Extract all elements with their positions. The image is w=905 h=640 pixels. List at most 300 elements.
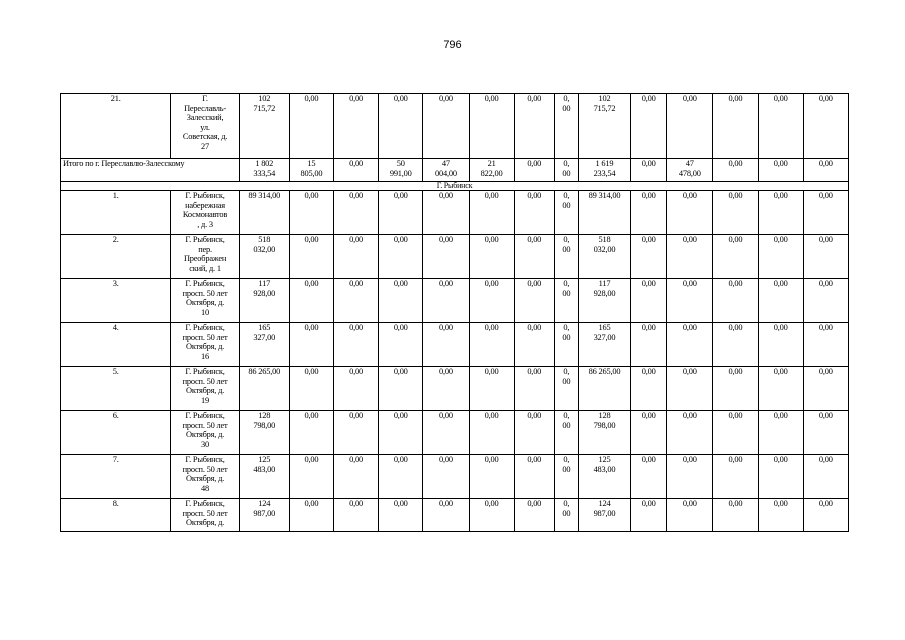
- address-line: Октября, д.: [186, 474, 225, 484]
- table-row: [61, 191, 849, 235]
- value-cell: [578, 94, 630, 159]
- address-cell: [171, 455, 239, 499]
- cell-value: 0,: [563, 323, 570, 332]
- cell-value: 00: [562, 200, 571, 210]
- address-cell: [171, 411, 239, 455]
- value-cell: [667, 235, 713, 279]
- cell-value: 0,00: [818, 499, 833, 508]
- cell-value: 478,00: [678, 168, 701, 178]
- cell-value: 0,00: [349, 235, 364, 244]
- value-cell: [239, 367, 289, 411]
- section-title-cell: [61, 182, 849, 191]
- address-line: просп. 50 лет: [182, 376, 228, 386]
- cell-value: 0,00: [484, 455, 499, 464]
- cell-value: 333,54: [253, 168, 276, 178]
- cell-value: 0,00: [393, 191, 408, 200]
- value-cell: [803, 455, 848, 499]
- table-row: [61, 279, 849, 323]
- value-cell: [514, 235, 554, 279]
- value-cell: [713, 235, 758, 279]
- cell-value: 0,00: [393, 367, 408, 376]
- address-line: Октября, д.: [186, 342, 225, 352]
- value-cell: [803, 499, 848, 532]
- table-row: [61, 367, 849, 411]
- cell-value: 327,00: [593, 332, 616, 342]
- value-cell: [758, 367, 803, 411]
- cell-value: 0,00: [641, 323, 656, 332]
- value-cell: [667, 323, 713, 367]
- cell-value: 0,00: [818, 159, 833, 168]
- value-cell: [667, 367, 713, 411]
- cell-value: 0,00: [728, 191, 743, 200]
- cell-value: 47: [685, 159, 694, 168]
- cell-value: 0,00: [682, 411, 697, 420]
- table-row: [61, 499, 849, 532]
- address-line: 30: [201, 439, 210, 449]
- value-cell: [667, 159, 713, 182]
- cell-value: 483,00: [593, 464, 616, 474]
- cell-value: 0,00: [349, 499, 364, 508]
- address-cell: [171, 367, 239, 411]
- cell-value: 00: [562, 332, 571, 342]
- value-cell: [289, 191, 333, 235]
- table-row: [61, 235, 849, 279]
- cell-value: 0,00: [438, 499, 453, 508]
- address-line: Г. Рыбинск,: [185, 279, 225, 288]
- value-cell: [514, 455, 554, 499]
- address-cell: [171, 499, 239, 532]
- value-cell: [379, 411, 423, 455]
- value-cell: [379, 279, 423, 323]
- row-number-cell: [61, 323, 171, 367]
- cell-value: 0,00: [818, 235, 833, 244]
- address-line: Г. Рыбинск,: [185, 235, 225, 244]
- value-cell: [758, 323, 803, 367]
- cell-value: 128: [598, 411, 611, 420]
- address-cell: [171, 94, 239, 159]
- cell-value: 124: [598, 499, 611, 508]
- value-cell: [334, 455, 379, 499]
- value-cell: [578, 235, 630, 279]
- cell-value: 0,: [563, 191, 570, 200]
- value-cell: [423, 367, 469, 411]
- cell-value: 0,00: [484, 411, 499, 420]
- cell-value: 0,00: [773, 235, 788, 244]
- cell-value: 50: [396, 159, 405, 168]
- value-cell: [423, 323, 469, 367]
- financing-table: [60, 93, 849, 532]
- value-cell: [631, 159, 667, 182]
- value-cell: [758, 235, 803, 279]
- address-line: Октября, д.: [186, 518, 225, 528]
- address-line: Г.: [202, 94, 208, 103]
- value-cell: [239, 191, 289, 235]
- value-cell: [289, 455, 333, 499]
- cell-value: 0,00: [728, 94, 743, 103]
- cell-value: 86 265,00: [248, 367, 281, 376]
- value-cell: [334, 235, 379, 279]
- row-number: 5.: [112, 367, 119, 376]
- cell-value: 0,00: [641, 235, 656, 244]
- value-cell: [758, 411, 803, 455]
- cell-value: 032,00: [253, 244, 276, 254]
- cell-value: 117: [598, 279, 611, 288]
- cell-value: 032,00: [593, 244, 616, 254]
- address-cell: [171, 235, 239, 279]
- table-row: [61, 411, 849, 455]
- address-line: 10: [201, 307, 210, 317]
- cell-value: 165: [258, 323, 271, 332]
- cell-value: 0,00: [349, 159, 364, 168]
- value-cell: [379, 235, 423, 279]
- cell-value: 0,00: [773, 455, 788, 464]
- value-cell: [713, 411, 758, 455]
- address-line: Г. Рыбинск,: [185, 499, 225, 508]
- cell-value: 0,00: [527, 323, 542, 332]
- cell-value: 0,00: [484, 279, 499, 288]
- cell-value: 0,00: [682, 279, 697, 288]
- cell-value: 0,00: [728, 411, 743, 420]
- value-cell: [631, 94, 667, 159]
- value-cell: [239, 499, 289, 532]
- cell-value: 0,: [563, 94, 570, 103]
- cell-value: 0,00: [818, 279, 833, 288]
- cell-value: 00: [562, 168, 571, 178]
- cell-value: 0,00: [349, 455, 364, 464]
- cell-value: 0,00: [682, 191, 697, 200]
- value-cell: [578, 455, 630, 499]
- value-cell: [554, 94, 578, 159]
- value-cell: [554, 279, 578, 323]
- table-row: [61, 94, 849, 159]
- cell-value: 0,00: [641, 159, 656, 168]
- cell-value: 0,00: [728, 159, 743, 168]
- cell-value: 0,00: [682, 235, 697, 244]
- value-cell: [514, 94, 554, 159]
- value-cell: [758, 279, 803, 323]
- address-line: ул.: [200, 122, 210, 132]
- value-cell: [554, 499, 578, 532]
- value-cell: [578, 499, 630, 532]
- cell-value: 0,00: [484, 191, 499, 200]
- cell-value: 991,00: [389, 168, 412, 178]
- address-line: Октября, д.: [186, 430, 225, 440]
- cell-value: 0,00: [484, 323, 499, 332]
- cell-value: 483,00: [253, 464, 276, 474]
- cell-value: 0,00: [682, 323, 697, 332]
- value-cell: [423, 191, 469, 235]
- cell-value: 0,00: [641, 499, 656, 508]
- cell-value: 0,00: [393, 94, 408, 103]
- address-line: просп. 50 лет: [182, 508, 228, 518]
- address-line: просп. 50 лет: [182, 420, 228, 430]
- value-cell: [469, 367, 514, 411]
- value-cell: [631, 455, 667, 499]
- row-number: 2.: [112, 235, 119, 244]
- value-cell: [667, 499, 713, 532]
- row-number: 6.: [112, 411, 119, 420]
- cell-value: 21: [487, 159, 496, 168]
- cell-value: 00: [562, 464, 571, 474]
- value-cell: [289, 94, 333, 159]
- value-cell: [803, 367, 848, 411]
- cell-value: 86 265,00: [588, 367, 621, 376]
- value-cell: [289, 279, 333, 323]
- address-line: 19: [201, 395, 210, 405]
- row-number-cell: [61, 455, 171, 499]
- row-number-cell: [61, 94, 171, 159]
- cell-value: 0,00: [304, 279, 319, 288]
- row-number-cell: [61, 367, 171, 411]
- cell-value: 0,00: [438, 279, 453, 288]
- cell-value: 0,00: [527, 94, 542, 103]
- value-cell: [469, 235, 514, 279]
- cell-value: 0,00: [728, 499, 743, 508]
- value-cell: [289, 159, 333, 182]
- cell-value: 0,: [563, 159, 570, 168]
- cell-value: 125: [598, 455, 611, 464]
- address-line: Г. Рыбинск,: [185, 323, 225, 332]
- cell-value: 89 314,00: [588, 191, 621, 200]
- value-cell: [803, 323, 848, 367]
- cell-value: 0,00: [438, 411, 453, 420]
- value-cell: [631, 323, 667, 367]
- address-line: Залесский,: [186, 113, 224, 123]
- cell-value: 518: [598, 235, 611, 244]
- cell-value: 0,: [563, 411, 570, 420]
- value-cell: [803, 411, 848, 455]
- cell-value: 928,00: [593, 288, 616, 298]
- cell-value: 15: [307, 159, 316, 168]
- address-line: 27: [201, 141, 210, 151]
- value-cell: [554, 323, 578, 367]
- value-cell: [423, 279, 469, 323]
- value-cell: [514, 159, 554, 182]
- total-label: Итого по г. Переславлю-Залесскому: [63, 159, 185, 168]
- value-cell: [239, 279, 289, 323]
- value-cell: [289, 367, 333, 411]
- value-cell: [758, 191, 803, 235]
- address-cell: [171, 323, 239, 367]
- cell-value: 0,00: [818, 323, 833, 332]
- row-number: 1.: [112, 191, 119, 200]
- address-line: Октября, д.: [186, 298, 225, 308]
- value-cell: [578, 323, 630, 367]
- value-cell: [554, 191, 578, 235]
- address-line: просп. 50 лет: [182, 464, 228, 474]
- value-cell: [239, 159, 289, 182]
- value-cell: [423, 94, 469, 159]
- cell-value: 0,00: [349, 323, 364, 332]
- section-title: Г. Рыбинск: [436, 181, 473, 190]
- cell-value: 0,00: [728, 367, 743, 376]
- table-row: [61, 455, 849, 499]
- value-cell: [758, 455, 803, 499]
- cell-value: 715,72: [253, 103, 276, 113]
- total-row: [61, 159, 849, 182]
- cell-value: 0,00: [304, 235, 319, 244]
- value-cell: [667, 279, 713, 323]
- cell-value: 0,00: [304, 367, 319, 376]
- cell-value: 0,00: [393, 235, 408, 244]
- cell-value: 0,00: [484, 235, 499, 244]
- address-cell: [171, 191, 239, 235]
- cell-value: 0,00: [304, 191, 319, 200]
- cell-value: 0,00: [818, 411, 833, 420]
- cell-value: 0,00: [773, 279, 788, 288]
- cell-value: 0,00: [349, 94, 364, 103]
- value-cell: [758, 499, 803, 532]
- value-cell: [803, 191, 848, 235]
- cell-value: 1 802: [255, 159, 274, 168]
- cell-value: 0,00: [773, 323, 788, 332]
- row-number: 7.: [112, 455, 119, 464]
- cell-value: 00: [562, 103, 571, 113]
- value-cell: [631, 367, 667, 411]
- value-cell: [423, 159, 469, 182]
- value-cell: [631, 499, 667, 532]
- cell-value: 0,00: [728, 235, 743, 244]
- cell-value: 0,00: [393, 411, 408, 420]
- cell-value: 0,00: [818, 455, 833, 464]
- value-cell: [803, 279, 848, 323]
- cell-value: 0,00: [728, 323, 743, 332]
- value-cell: [758, 159, 803, 182]
- cell-value: 0,00: [527, 455, 542, 464]
- value-cell: [631, 235, 667, 279]
- value-cell: [554, 411, 578, 455]
- value-cell: [469, 191, 514, 235]
- value-cell: [334, 367, 379, 411]
- value-cell: [514, 279, 554, 323]
- address-line: Г. Рыбинск,: [185, 367, 225, 376]
- cell-value: 0,00: [773, 367, 788, 376]
- value-cell: [578, 159, 630, 182]
- value-cell: [578, 191, 630, 235]
- cell-value: 0,00: [641, 279, 656, 288]
- address-line: 48: [201, 483, 210, 493]
- cell-value: 518: [258, 235, 271, 244]
- cell-value: 0,: [563, 367, 570, 376]
- row-number-cell: [61, 235, 171, 279]
- cell-value: 128: [258, 411, 271, 420]
- value-cell: [334, 499, 379, 532]
- cell-value: 0,00: [728, 279, 743, 288]
- cell-value: 0,00: [527, 367, 542, 376]
- cell-value: 327,00: [253, 332, 276, 342]
- value-cell: [289, 499, 333, 532]
- cell-value: 165: [598, 323, 611, 332]
- cell-value: 0,00: [527, 279, 542, 288]
- row-number-cell: [61, 411, 171, 455]
- value-cell: [334, 191, 379, 235]
- value-cell: [713, 279, 758, 323]
- cell-value: 0,00: [682, 367, 697, 376]
- value-cell: [289, 323, 333, 367]
- cell-value: 0,00: [484, 94, 499, 103]
- cell-value: 0,00: [484, 499, 499, 508]
- value-cell: [667, 94, 713, 159]
- row-number-cell: [61, 279, 171, 323]
- address-line: просп. 50 лет: [182, 288, 228, 298]
- value-cell: [803, 235, 848, 279]
- address-line: Советская, д.: [182, 132, 228, 142]
- value-cell: [758, 94, 803, 159]
- page-number: 796: [443, 39, 462, 51]
- cell-value: 124: [258, 499, 271, 508]
- cell-value: 0,00: [484, 367, 499, 376]
- value-cell: [239, 455, 289, 499]
- address-line: Г. Рыбинск,: [185, 455, 225, 464]
- value-cell: [334, 411, 379, 455]
- address-line: Преображен: [183, 254, 227, 264]
- value-cell: [514, 191, 554, 235]
- total-label-cell: [61, 159, 240, 182]
- cell-value: 102: [258, 94, 271, 103]
- value-cell: [334, 159, 379, 182]
- cell-value: 0,00: [682, 94, 697, 103]
- cell-value: 004,00: [434, 168, 457, 178]
- value-cell: [554, 455, 578, 499]
- cell-value: 0,00: [393, 323, 408, 332]
- value-cell: [469, 323, 514, 367]
- value-cell: [667, 411, 713, 455]
- cell-value: 0,00: [393, 499, 408, 508]
- row-number: 8.: [112, 499, 119, 508]
- cell-value: 987,00: [593, 508, 616, 518]
- cell-value: 0,00: [641, 367, 656, 376]
- value-cell: [713, 159, 758, 182]
- cell-value: 0,00: [438, 323, 453, 332]
- value-cell: [239, 94, 289, 159]
- cell-value: 0,00: [349, 367, 364, 376]
- value-cell: [631, 191, 667, 235]
- value-cell: [667, 191, 713, 235]
- cell-value: 117: [258, 279, 271, 288]
- cell-value: 0,: [563, 455, 570, 464]
- cell-value: 0,00: [438, 455, 453, 464]
- cell-value: 0,00: [773, 159, 788, 168]
- cell-value: 0,00: [349, 279, 364, 288]
- value-cell: [379, 455, 423, 499]
- value-cell: [631, 411, 667, 455]
- row-number: 21.: [110, 94, 121, 103]
- address-line: Октября, д.: [186, 386, 225, 396]
- cell-value: 0,00: [438, 367, 453, 376]
- value-cell: [289, 411, 333, 455]
- cell-value: 00: [562, 376, 571, 386]
- value-cell: [469, 455, 514, 499]
- value-cell: [469, 411, 514, 455]
- value-cell: [514, 323, 554, 367]
- cell-value: 125: [258, 455, 271, 464]
- value-cell: [423, 411, 469, 455]
- cell-value: 928,00: [253, 288, 276, 298]
- value-cell: [239, 411, 289, 455]
- cell-value: 0,00: [304, 455, 319, 464]
- value-cell: [667, 455, 713, 499]
- value-cell: [713, 367, 758, 411]
- row-number: 4.: [112, 323, 119, 332]
- address-line: Космонавтов: [182, 210, 228, 220]
- value-cell: [803, 159, 848, 182]
- address-line: Переславль-: [184, 103, 226, 113]
- value-cell: [423, 499, 469, 532]
- value-cell: [379, 499, 423, 532]
- value-cell: [554, 367, 578, 411]
- cell-value: 0,00: [527, 235, 542, 244]
- value-cell: [713, 323, 758, 367]
